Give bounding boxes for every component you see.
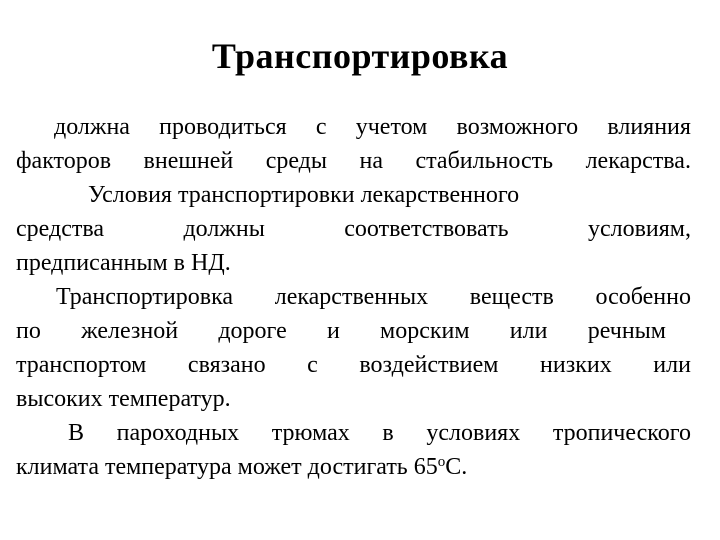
text-line-10 — [68, 418, 691, 448]
word: В — [68, 420, 85, 446]
word: должна — [54, 114, 130, 140]
word: связано — [187, 352, 266, 378]
text-line-11 — [16, 452, 691, 482]
word: среды — [265, 148, 328, 174]
word: пароходных — [116, 420, 240, 446]
word: трюмах — [271, 420, 350, 446]
degree-superscript: о — [437, 454, 446, 470]
word: особенно — [595, 284, 691, 310]
word: соответствовать — [344, 216, 509, 242]
word: с — [307, 352, 318, 378]
word: внешней — [143, 148, 234, 174]
word: по — [16, 318, 41, 344]
text-line-2 — [16, 146, 691, 176]
text-line-4 — [16, 214, 691, 244]
text-line-6 — [56, 282, 691, 312]
word: средства — [16, 216, 105, 242]
word: проводиться — [159, 114, 287, 140]
word: или — [653, 352, 691, 378]
word: должны — [183, 216, 265, 242]
text-line-5: предписанным в НД. — [16, 250, 231, 276]
word: лекарства. — [585, 148, 691, 174]
word: дороге — [218, 318, 287, 344]
word: на — [359, 148, 383, 174]
text-line-3: Условия транспортировки лекарственного — [88, 182, 520, 208]
word: или — [509, 318, 548, 344]
word: железной — [81, 318, 179, 344]
word: речным — [587, 318, 666, 344]
word: возможного — [456, 114, 579, 140]
text-line-8 — [16, 350, 691, 380]
word: факторов — [16, 148, 112, 174]
word: тропического — [552, 420, 691, 446]
line-text: климата температура может достигать 65 — [16, 454, 438, 480]
word: транспортом — [16, 352, 147, 378]
word: условиям, — [587, 216, 691, 242]
text-line-1 — [54, 112, 691, 142]
word: условиях — [426, 420, 521, 446]
line-text-end: С. — [445, 454, 468, 480]
word: с — [315, 114, 327, 140]
word: стабильность — [415, 148, 554, 174]
word: Транспортировка — [56, 284, 234, 310]
word: в — [382, 420, 394, 446]
word: лекарственных — [274, 284, 429, 310]
word: веществ — [469, 284, 554, 310]
word: учетом — [355, 114, 428, 140]
word: низких — [540, 352, 612, 378]
word: морским — [380, 318, 470, 344]
word: влияния — [607, 114, 691, 140]
text-line-7 — [16, 316, 666, 346]
text-line-9: высоких температур. — [16, 386, 231, 412]
slide-title: Транспортировка — [211, 36, 509, 76]
word: и — [326, 318, 340, 344]
word: воздействием — [359, 352, 499, 378]
